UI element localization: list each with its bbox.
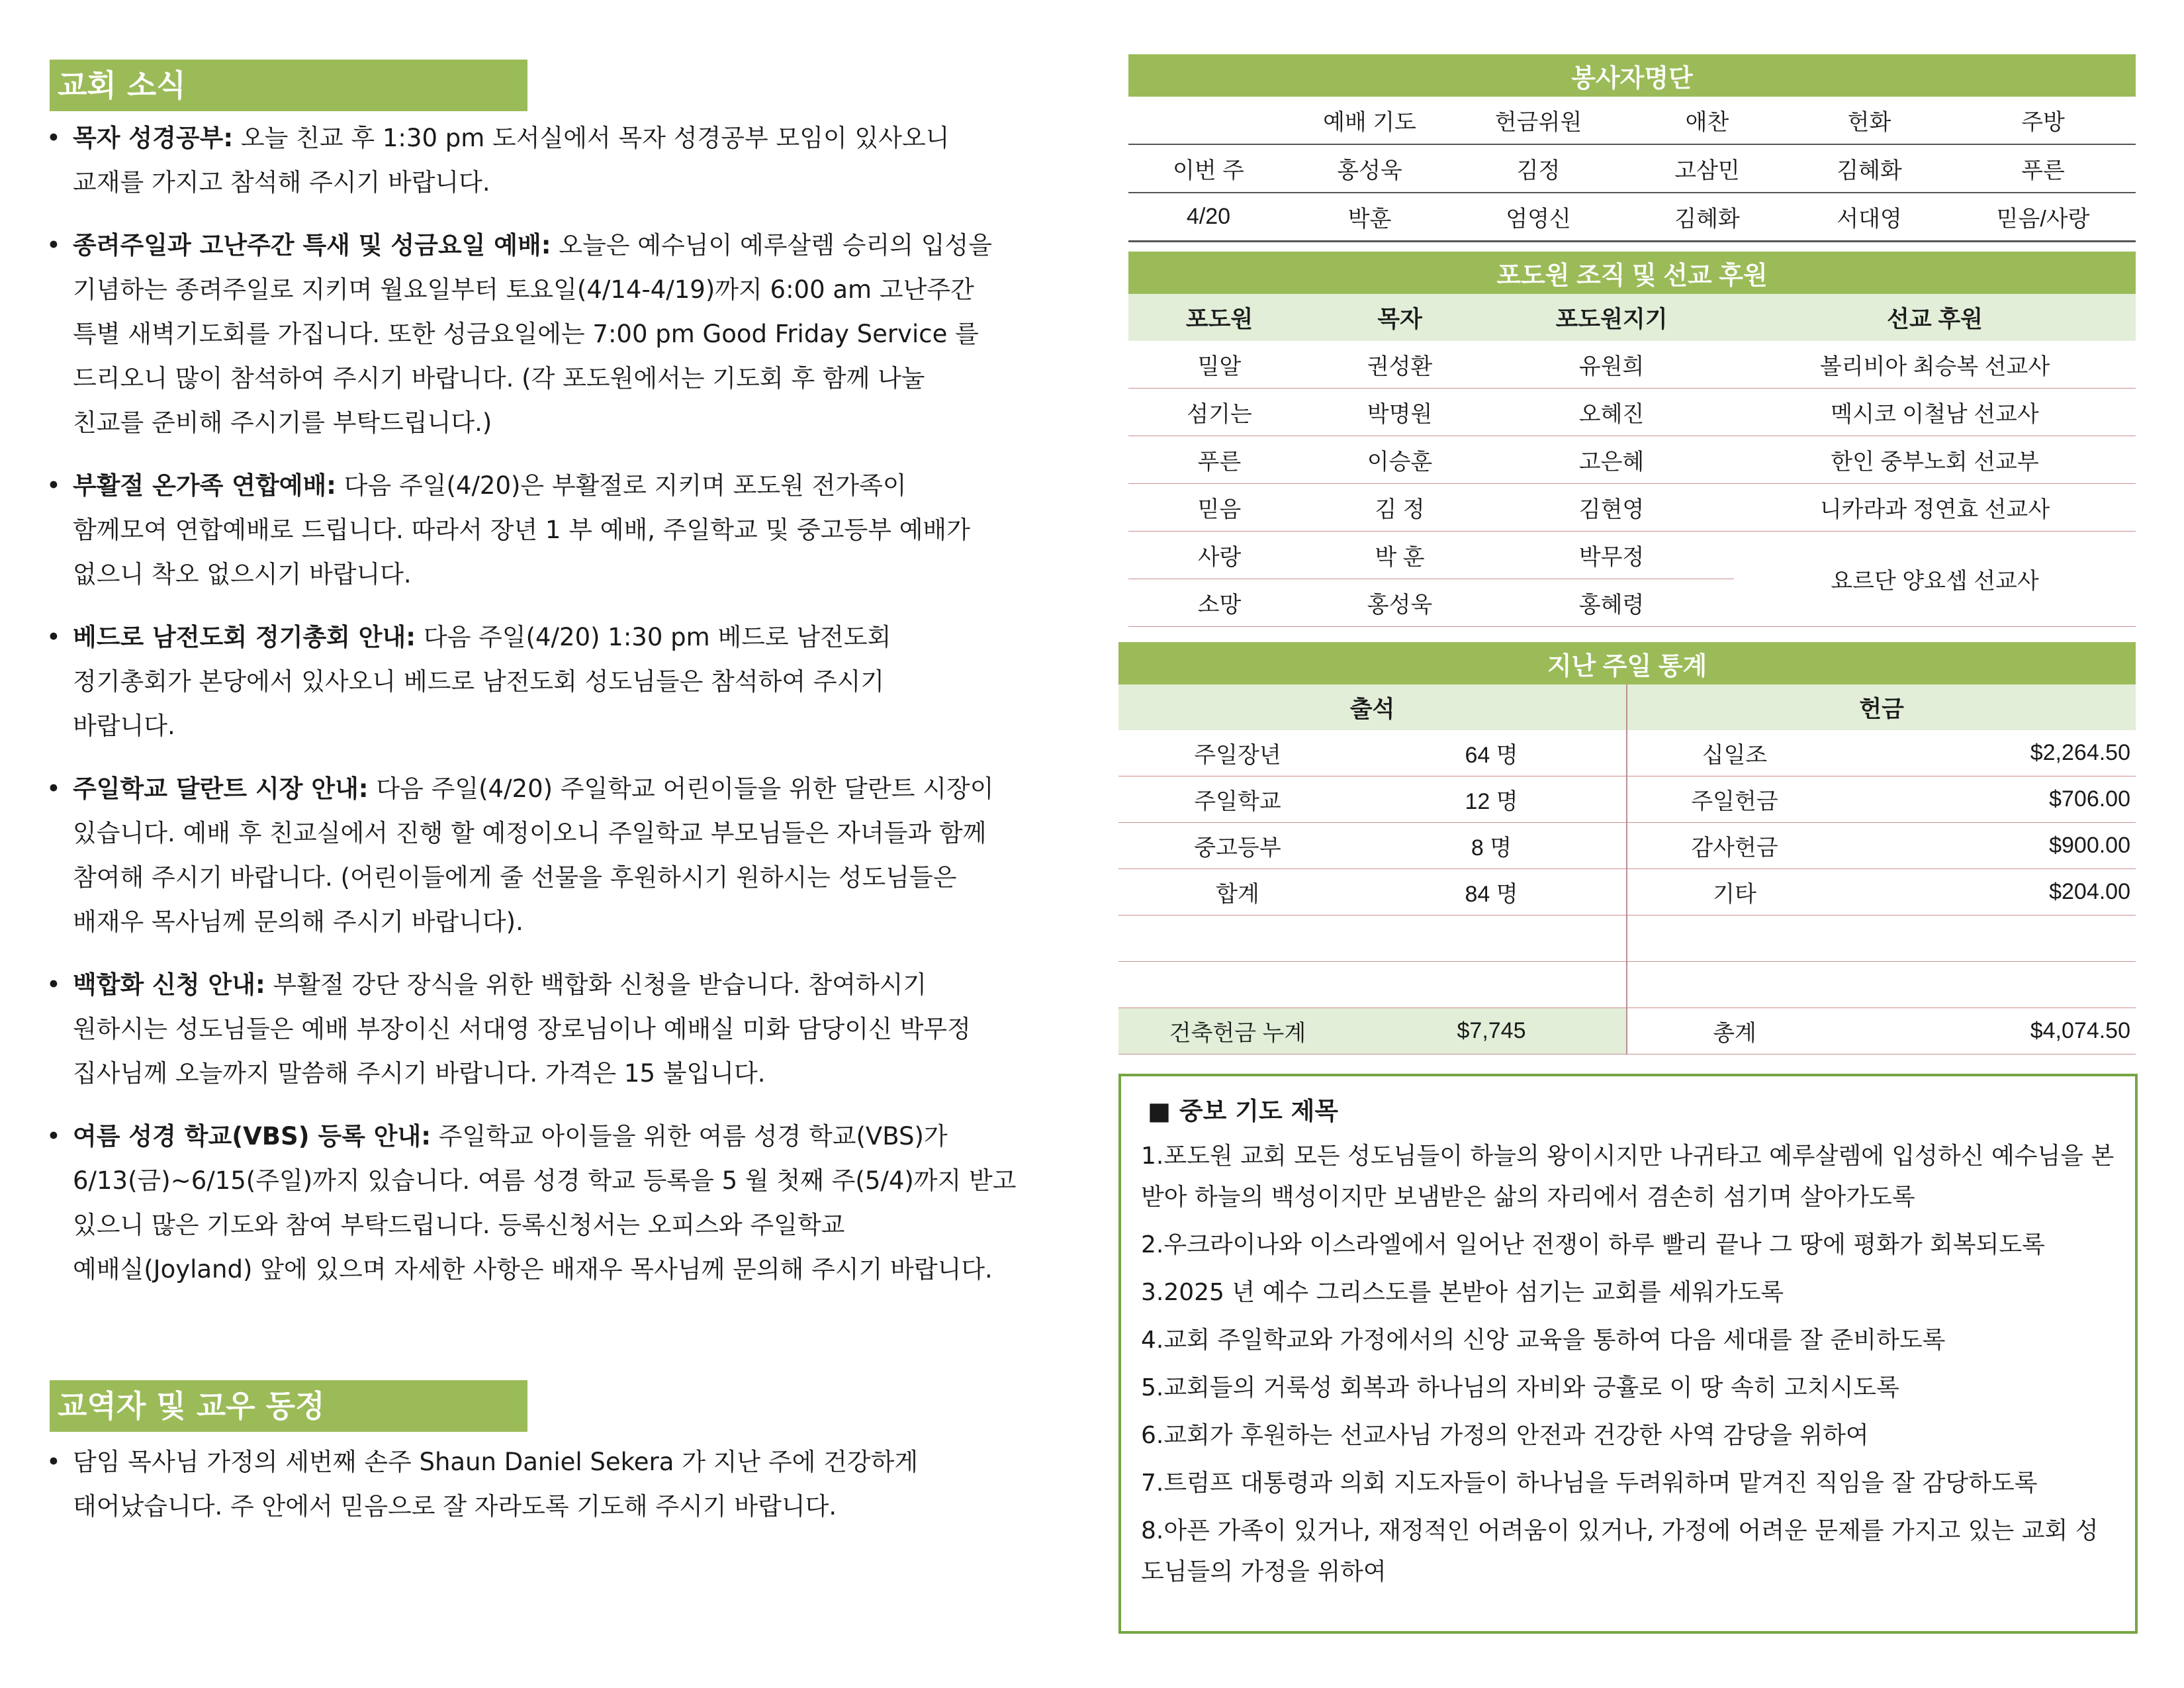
table-row (1128, 341, 2136, 389)
table-row (1118, 869, 2136, 915)
table-row (1118, 823, 2136, 869)
news-item-first-line (73, 767, 1058, 811)
table-row (1128, 484, 2136, 532)
news-item-text: 다음 주일(4/20) 주일학교 어린이들을 위한 달란트 시장이 (368, 774, 994, 803)
table-cell: $900.00 (1842, 823, 2136, 869)
stats-table (1118, 642, 2136, 1055)
table-cell: 64 명 (1357, 730, 1627, 776)
table-cell: 섬기는 (1128, 389, 1310, 436)
vineyard-header-name: 포도원 (1185, 306, 1253, 332)
news-item-text: 다음 주일(4/20)은 부활절로 지키며 포도원 전가족이 (336, 471, 907, 500)
bullet-icon: • (46, 1448, 61, 1476)
table-cell: 니카라과 정연효 선교사 (1734, 484, 2136, 532)
news-item-line: 있습니다. 예배 후 친교실에서 진행 할 예정이오니 주일학교 부모님들은 자녀들과 함께 (73, 819, 987, 847)
table-cell: 푸른 (1950, 144, 2136, 193)
prayer-item: 4.교회 주일학교와 가정에서의 신앙 교육을 통하여 다음 세대를 잘 준비하도록 (1141, 1327, 1946, 1354)
table-cell: 이번 주 (1128, 144, 1289, 193)
vineyard-table (1128, 252, 2136, 627)
news-item (38, 223, 1058, 445)
table-cell: 이승훈 (1310, 436, 1489, 484)
news-item (38, 962, 1058, 1096)
news-item (38, 116, 1058, 205)
table-row (1128, 193, 2136, 242)
news-item (38, 1114, 1058, 1291)
news-item-heading: 부활절 온가족 연합예배: (73, 471, 336, 500)
table-cell: 김정 (1451, 144, 1626, 193)
total-value: $4,074.50 (1842, 1008, 2136, 1055)
table-cell: 사랑 (1128, 532, 1310, 579)
table-cell: 푸른 (1128, 436, 1310, 484)
table-row (1118, 962, 2136, 1008)
bullet-icon: • (46, 231, 61, 259)
news-item-line: 교재를 가지고 참석해 주시기 바랍니다. (73, 168, 490, 197)
news-item-line: 예배실(Joyland) 앞에 있으며 자세한 사항은 배재우 목사님께 문의해 주시기 바랍니다. (73, 1255, 993, 1284)
news-item-line: 기념하는 종려주일로 지키며 월요일부터 토요일(4/14-4/19)까지 6:00 am 고난주간 (73, 275, 974, 304)
stats-table-title: 지난 주일 통계 (1118, 642, 2136, 684)
bullet-icon: • (46, 1122, 61, 1150)
news-item-heading: 백합화 신청 안내: (73, 970, 265, 999)
table-cell: 12 명 (1357, 776, 1627, 823)
table-row (1128, 144, 2136, 193)
table-cell: 중고등부 (1118, 823, 1357, 869)
volunteer-table (1128, 54, 2136, 242)
table-cell: 주일학교 (1118, 776, 1357, 823)
table-cell: 믿음/사랑 (1950, 193, 2136, 242)
table-cell: 감사헌금 (1627, 823, 1842, 869)
news-section-title: 교회 소식 (50, 60, 527, 111)
volunteer-header-flowers: 헌화 (1847, 110, 1891, 135)
news-item-line: 없으니 착오 없으시기 바랍니다. (73, 560, 412, 588)
news-item (38, 767, 1058, 944)
news-item-first-line (73, 463, 1058, 508)
table-cell: 합계 (1118, 869, 1357, 915)
table-cell: $204.00 (1842, 869, 2136, 915)
prayer-box (1118, 1074, 2138, 1634)
news-item-text: 부활절 강단 장식을 위한 백합화 신청을 받습니다. 참여하시기 (265, 970, 927, 999)
news-item-first-line (73, 1114, 1058, 1158)
table-cell: 멕시코 이철남 선교사 (1734, 389, 2136, 436)
table-cell (1357, 962, 1627, 1008)
bullet-icon: • (46, 774, 61, 803)
table-cell: 84 명 (1357, 869, 1627, 915)
prayer-title: ■ 중보 기도 제목 (1148, 1097, 1339, 1125)
news-item-text: 오늘 친교 후 1:30 pm 도서실에서 목자 성경공부 모임이 있사오니 (233, 124, 950, 152)
news-item-line: 참여해 주시기 바랍니다. (어린이들에게 줄 선물을 후원하시기 원하시는 성도님들은 (73, 863, 957, 892)
table-cell (1842, 962, 2136, 1008)
prayer-item: 8.아픈 가족이 있거나, 재정적인 어려움이 있거나, 가정에 어려운 문제를 가지고 있는 교회 성도님들의 가정을 위하여 (1141, 1517, 2099, 1585)
volunteer-header-prayer: 예배 기도 (1323, 110, 1416, 135)
news-item-first-line (73, 615, 1058, 659)
table-cell (1627, 962, 1842, 1008)
table-cell: 김 정 (1310, 484, 1489, 532)
news-item-text: 오늘은 예수님이 예루살렘 승리의 입성을 (551, 231, 992, 259)
bullet-icon: • (46, 623, 61, 651)
table-row (1128, 389, 2136, 436)
table-row (1118, 1008, 2136, 1055)
table-cell: $706.00 (1842, 776, 2136, 823)
table-cell: 고은혜 (1489, 436, 1734, 484)
table-cell: 주일헌금 (1627, 776, 1842, 823)
vineyard-table-title: 포도원 조직 및 선교 후원 (1128, 252, 2136, 294)
vineyard-header-keeper: 포도원지기 (1555, 306, 1668, 332)
news-item (38, 615, 1058, 748)
prayer-item: 6.교회가 후원하는 선교사님 가정의 안전과 건강한 사역 감당을 위하여 (1141, 1422, 1869, 1449)
volunteer-header-kitchen: 주방 (2021, 110, 2065, 135)
table-cell: 유원희 (1489, 341, 1734, 389)
news-item-first-line (73, 223, 1058, 267)
attendance-header: 출석 (1118, 684, 1627, 730)
news-item-line: 함께모여 연합예배로 드립니다. 따라서 장년 1 부 예배, 주일학교 및 중고등부 예배가 (73, 516, 970, 544)
building-fund-label: 건축헌금 누계 (1118, 1008, 1357, 1055)
news-item (38, 463, 1058, 596)
table-cell: 오혜진 (1489, 389, 1734, 436)
table-cell: 8 명 (1357, 823, 1627, 869)
news-item-heading: 종려주일과 고난주간 특새 및 성금요일 예배: (73, 231, 551, 259)
news-item-line: 친교를 준비해 주시기를 부탁드립니다.) (73, 408, 492, 437)
table-cell: 박훈 (1289, 193, 1451, 242)
table-cell: 4/20 (1128, 193, 1289, 242)
news-item-line: 정기총회가 본당에서 있사오니 베드로 남전도회 성도님들은 참석하여 주시기 (73, 667, 885, 696)
vineyard-header-mission: 선교 후원 (1887, 306, 1983, 332)
volunteer-header-empty (1128, 97, 1289, 144)
news-item-first-line: 담임 목사님 가정의 세번째 손주 Shaun Daniel Sekera 가 지난 주에 건강하게 (73, 1448, 919, 1476)
ministry-section-title: 교역자 및 교우 동정 (50, 1380, 527, 1432)
table-cell: 한인 중부노회 선교부 (1734, 436, 2136, 484)
table-row (1128, 436, 2136, 484)
news-item-first-line (73, 962, 1058, 1007)
table-cell: 김현영 (1489, 484, 1734, 532)
table-cell (1357, 915, 1627, 962)
volunteer-header-fellowship: 애찬 (1685, 110, 1729, 135)
table-cell: 김혜화 (1788, 144, 1950, 193)
news-item-text: 주일학교 아이들을 위한 여름 성경 학교(VBS)가 (431, 1122, 948, 1150)
news-item-line: 특별 새벽기도회를 가집니다. 또한 성금요일에는 7:00 pm Good Friday Service 를 (73, 320, 979, 348)
table-row (1118, 776, 2136, 823)
table-cell: 홍성욱 (1310, 579, 1489, 627)
table-cell: 박무정 (1489, 532, 1734, 579)
table-row (1118, 915, 2136, 962)
table-cell: 홍혜령 (1489, 579, 1734, 627)
volunteer-header-offering: 헌금위원 (1494, 110, 1582, 135)
news-item (38, 1440, 1058, 1528)
table-cell: 십일조 (1627, 730, 1842, 776)
news-item-line: 원하시는 성도님들은 예배 부장이신 서대영 장로님이나 예배실 미화 담당이신 박무정 (73, 1015, 971, 1043)
table-cell: 박명원 (1310, 389, 1489, 436)
table-cell: 믿음 (1128, 484, 1310, 532)
table-cell: 엄영신 (1451, 193, 1626, 242)
news-list (38, 116, 1058, 1310)
table-cell: 고삼민 (1626, 144, 1788, 193)
news-item-line: 바랍니다. (73, 712, 175, 740)
prayer-item: 1.포도원 교회 모든 성도님들이 하늘의 왕이시지만 나귀타고 예루살렘에 입성하신 예수님을 본받아 하늘의 백성이지만 보냄받은 삶의 자리에서 겸손히 섬기며 살아가도록 (1141, 1143, 2115, 1211)
offering-header: 헌금 (1859, 696, 1904, 722)
table-cell (1118, 915, 1357, 962)
bullet-icon: • (46, 471, 61, 500)
volunteer-table-title: 봉사자명단 (1128, 54, 2136, 97)
prayer-item: 5.교회들의 거룩성 회복과 하나님의 자비와 긍휼로 이 땅 속히 고치시도록 (1141, 1374, 1899, 1401)
news-item-line: 있으니 많은 기도와 참여 부탁드립니다. 등록신청서는 오피스와 주일학교 (73, 1211, 845, 1239)
table-cell: 볼리비아 최승복 선교사 (1734, 341, 2136, 389)
news-item-heading: 목자 성경공부: (73, 124, 234, 152)
table-cell (1118, 962, 1357, 1008)
bullet-icon: • (46, 970, 61, 999)
table-cell: 기타 (1627, 869, 1842, 915)
table-cell: 권성환 (1310, 341, 1489, 389)
building-fund-value: $7,745 (1357, 1008, 1627, 1055)
table-cell: 서대영 (1788, 193, 1950, 242)
table-cell: $2,264.50 (1842, 730, 2136, 776)
news-item-line: 드리오니 많이 참석하여 주시기 바랍니다. (각 포도원에서는 기도회 후 함께 나눌 (73, 364, 925, 393)
table-cell: 박 훈 (1310, 532, 1489, 579)
table-row (1118, 730, 2136, 776)
prayer-item: 3.2025 년 예수 그리스도를 본받아 섬기는 교회를 세워가도록 (1141, 1279, 1784, 1306)
table-cell: 소망 (1128, 579, 1310, 627)
news-item-line: 배재우 목사님께 문의해 주시기 바랍니다). (73, 908, 523, 936)
ministry-news (38, 1440, 1058, 1547)
table-cell: 주일장년 (1118, 730, 1357, 776)
news-item-line: 태어났습니다. 주 안에서 믿음으로 잘 자라도록 기도해 주시기 바랍니다. (73, 1492, 837, 1521)
total-label: 총계 (1627, 1008, 1842, 1055)
prayer-item: 2.우크라이나와 이스라엘에서 일어난 전쟁이 하루 빨리 끝나 그 땅에 평화가 회복되도록 (1141, 1231, 2045, 1258)
news-item-line: 집사님께 오늘까지 말씀해 주시기 바랍니다. 가격은 15 불입니다. (73, 1059, 766, 1088)
news-item-heading: 베드로 남전도회 정기총회 안내: (73, 623, 416, 651)
table-cell (1842, 915, 2136, 962)
news-item-heading: 주일학교 달란트 시장 안내: (73, 774, 369, 803)
news-item-line: 6/13(금)~6/15(주일)까지 있습니다. 여름 성경 학교 등록을 5 월 첫째 주(5/4)까지 받고 (73, 1166, 1017, 1195)
table-cell: 김혜화 (1626, 193, 1788, 242)
bullet-icon: • (46, 124, 61, 152)
table-cell (1627, 915, 1842, 962)
merged-mission-cell: 요르단 양요셉 선교사 (1734, 532, 2136, 627)
table-cell: 밀알 (1128, 341, 1310, 389)
news-item-text: 다음 주일(4/20) 1:30 pm 베드로 남전도회 (416, 623, 891, 651)
news-item-heading: 여름 성경 학교(VBS) 등록 안내: (73, 1122, 432, 1150)
vineyard-header-shepherd: 목자 (1377, 306, 1422, 332)
table-cell: 홍성욱 (1289, 144, 1451, 193)
prayer-item: 7.트럼프 대통령과 의회 지도자들이 하나님을 두려워하며 맡겨진 직임을 잘 감당하도록 (1141, 1470, 2038, 1497)
news-item-first-line (73, 116, 1058, 160)
table-row (1128, 532, 2136, 579)
